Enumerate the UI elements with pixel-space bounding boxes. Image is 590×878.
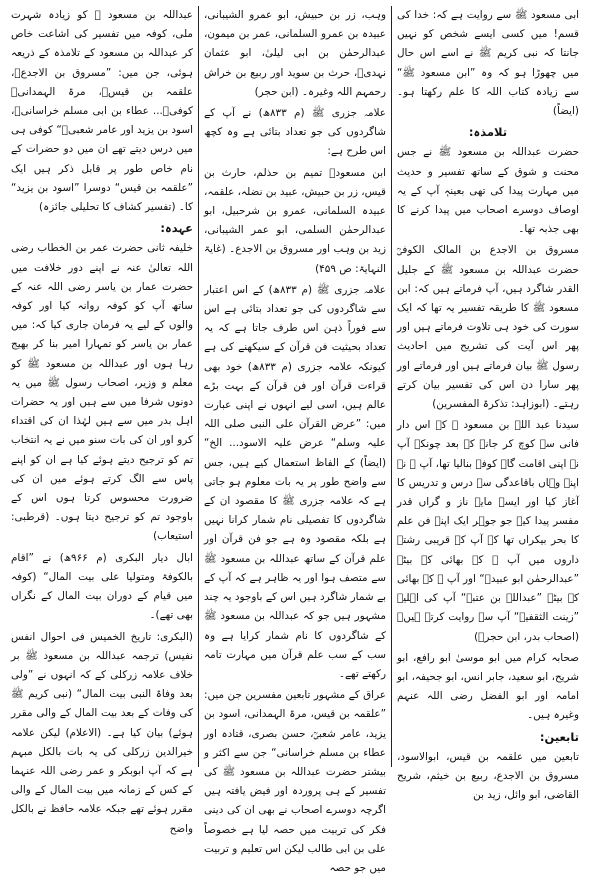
- column-left: [6, 6, 198, 835]
- paragraph: علامہ جزری ﷺ (م ۸۳۳ھ) نے آپ کے شاگردوں کی جو تعداد بتائی ہے وہ کچھ اس طرح ہے:: [204, 107, 386, 158]
- paragraph: (البکری: تاریخ الخمیس فی احوال انفس نفیس) ترجمہ عبداللہ بن مسعود ﷺ بر خلاف علامہ زرکلی کے کہ انہوں نے ”ولی بعد وفاۃ النبی بیت المال“ (نبی کریم ﷺ کی وفات کے بعد بیت المال کے والی مقرر ہوئے) بیان کیا ہے۔ (الاعلام) لیکن علامہ خیرالدین زرکلی کی یہ بات بالکل مبہم ہے کہ آپ ابوبکر و عمر رضی اللہ عنہما کے کس کے زمانہ میں بیت المال کے والی مقرر ہوئے تھے جبکہ علامہ حافظ نے بالکل واضح: [11, 630, 193, 835]
- section-heading-office: عہدہ:: [160, 221, 193, 236]
- paragraph: علامہ جزری ﷺ (م ۸۳۳ھ) کے اس اعتبار سے شاگردوں کی جو تعداد بتائی ہے اس سے فوراً ذہن اس طرف جاتا ہے کہ یہ تعداد بحیثیت فن قرآن کے سیکھنے کی ہے کیونکہ علامہ جزری (م ۸۳۳ھ) خود بھی قراءت قرآن اور فن قرآن کے بہت بڑے عالم ہیں، اسی لیے انہوں نے اپنی عبارت میں: ”عرض القرآن علی النبی صلی اللہ علیہ وسلم“ عرض علیہ الاسود... الخ“ (ایضاً) کے الفاظ استعمال کیے ہیں، جس سے واضح طور پر یہ بات معلوم ہو جاتی ہے کہ علامہ جزری ﷺ کا مقصود ان کے شاگردوں کا تفصیلی نام شمار کرانا نہیں ہے بلکہ مقصود وہ ہے جو فن قرآن اور علم قرآن کے ساتھ عبداللہ بن مسعود ﷺ سے متصف ہوا اور یہ ظاہر ہے کہ آپ کے بے شمار شاگرد ہیں اس کے باوجود یہ چند مشہور ہیں جو کہ عبداللہ بن مسعود ﷺ کے شاگردوں کا نام شمار کرایا ہے وہ سب کے سب علم قرآن میں مہارت تامہ رکھتے تھے۔: [204, 283, 386, 680]
- paragraph: مسروق بن الاجدع بن المالک الکوفیؒ حضرت عبداللہ بن مسعود ﷺ کے جلیل القدر شاگرد ہیں، آپ فرماتے ہیں کہ: ابن مسعود ﷺ کا طریقہ تفسیر یہ تھا کہ ایک سورت کی خود ہی تلاوت فرماتے ہیں اور پھر اس آیت کی تشریح میں احادیث رسول ﷺ بیان فرماتے ہیں اور فرماتے اور پھر سارا دن اس کی تفسیر بیان کرتے رہتے۔ (ابوزاہد: تذکرۃ المفسرین): [397, 244, 579, 411]
- paragraph: وہب، زر بن حبیش، ابو عمرو الشیبانی، عبیدہ بن عمرو السلمانی، عمر بن میمون، عبدالرحمٰن بن ابی لیلیٰ، ابو عثمان نہدیؒ، حرث بن سوید اور ربیع بن خراش رحمہم اللہ وغیرہ۔ (ابن حجر): [204, 9, 386, 98]
- paragraph: ابن مسعودؓ تمیم بن حذلم، حارث بن قیس، زر بن حبیش، عبید بن نضلہ، علقمہ، عبیدہ السلمانی، عمرو بن شرحبیل، ابو عبدالرحمٰن السلمی، ابو عمر الشیبانی، زید بن وہب اور مسروق بن الاجدع۔ (غایۃ النہایۃ: ص ۴۵۹): [204, 166, 386, 275]
- paragraph: حضرت عبداللہ بن مسعود ﷺ نے جس محنت و شوق کے ساتھ تفسیر و حدیث میں مہارت پیدا کی تھی بعینہٖ آپ کے یہ اوصاف دوسرے اصحاب میں پیدا کرنے کا بھی جذبہ تھا۔: [397, 146, 579, 236]
- paragraph: عراق کے مشہور تابعین مفسرین جن میں: ”علقمہ بن قیس، مرۃ الہمدانی، اسود بن یزید، عامر شعبیؒ، حسن بصری، قتادہ اور عطاء بن مسلم خراسانی“ جن سے اکثر و بیشتر حضرت عبداللہ بن مسعود ﷺ کی تفسیر کے ہی پروردہ اور فیض یافتہ ہیں اگرچہ دوسرے اصحاب نے بھی ان کی دینی فکر کی تربیت میں حصہ لیا ہے خصوصاً علی بن ابی طالب لیکن اس تعلیم و تربیت میں جو حصہ: [204, 689, 386, 874]
- paragraph: صحابہ کرام میں ابو موسیٰ ابو رافع، ابو شریح، ابو سعید، جابر انس، ابو جحیفہ، ابو امامہ اور ابو الفضل رضی اللہ عنہم وغیرہ ہیں۔: [397, 651, 579, 722]
- column-right: [392, 6, 584, 802]
- paragraph: خلیفہ ثانی حضرت عمر بن الخطاب رضی اللہ تعالیٰ عنہ نے اپنے دور خلافت میں حضرت عمار بن یاسر رضی اللہ عنہ کے ساتھ آپ کو کوفہ روانہ کیا اور کوفہ والوں کے لیے یہ فرمان جاری کیا کہ: میں عمار بن یاسر کو تمہارا امیر بنا کر بھیج رہا ہوں اور عبداللہ بن مسعود ﷺ کو معلم و وزیر، اصحاب رسول ﷺ میں یہ دونوں شرفا میں سے ہیں اور یہ حضرات اہل بدر میں سے ہیں لہٰذا ان کی اقتداء کرو اور ان کی بات سنو میں نے یہ انتخاب تم کو ترجیح دیتے ہوئے کیا ہے ان کو اپنے پاس سے الگ کرتے ہوئے میں ان کی ضرورت محسوس کرتا ہوں اس کے باوجود تم کو ترجیح دیتا ہوں۔ (قرطبی: استیعاب): [11, 242, 193, 543]
- paragraph: تابعین میں علقمہ بن قیس، ابوالاسود، مسروق بن الاجدع، ربیع بن خیثم، شریح القاضی، ابو وائل، زید بن: [397, 750, 579, 802]
- paragraph: ابال دیار البکری (م ۹۶۶ھ) نے ”اقام بالکوفۃ ومتولیا علی بیت المال“ (کوفہ میں قیام کے دوران بیت المال کے نگراں بھی تھے)۔: [11, 551, 193, 622]
- section-heading-tabieen: تابعین:: [539, 729, 579, 744]
- paragraph: ابی مسعود ﷺ سے روایت ہے کہ: خدا کی قسم! میں کسی ایسے شخص کو نہیں جانتا کہ نبی کریم ﷺ نے اسے اس حال میں چھوڑا ہو کہ وہ ”ابن مسعود ﷺ“ سے زیادہ کتاب اللہ کا علم رکھتا ہو۔ (ایضاً): [397, 9, 579, 118]
- column-middle: [198, 6, 392, 874]
- section-heading-students: تلامذہ:: [468, 125, 508, 140]
- paragraph: عبداللہ بن مسعود ﷺ کو زیادہ شہرت ملی، کوفہ میں تفسیر کی اشاعت خاص کر عبداللہ بن مسعود کے تلامذہ کے ذریعہ ہوئی، جن میں: ”مسروق بن الاجدعؒ، علقمہ بن قیسؒ، مرۃ الہمدانیؒ کوفیؒ... عطاء بن ابی مسلم خراسانیؒ، اسود بن یزید اور عامر شعبیؒ“ کوفی ہی میں درس دیتے تھے ان میں دو حضرات کے نام خاص طور پر قابل ذکر ہیں ایک ”علقمہ بن قیس“ دوسرا ”اسود بن یزید“ کا۔ (تفسیر کشاف کا تحلیلی جائزہ): [11, 9, 193, 214]
- paragraph: سیدنا عبد اللہ بن مسعود ﷺ کے اس دار فانی سے کوچ کر جانے کے بعد چونکہ آپ نے اپنی اقامت گاہ کوفہ بنالیا تھا، آپ ﷺ نے اپنے وہاں باقاعدگی سے درس و تدریس کا آغاز کیا اور ایسے مایہ ناز و گراں قدر مفسر پیدا کیے جو جوہر ایک اپنے فن علم کا بحر بیکراں تھا کہ آپ کے قریبی رشتہ داروں میں آپ ﷺ کے بھائی کے بیٹے ”عبدالرحمٰن ابو عبیدہ“ اور آپ ﷺ کے بھائی کے بیٹے ”عبداللہ بن عتبہ“ آپ کی اہلیہ ”زینت الثقفیہ“ آپ سے روایت کرتے ہیں۔ (اصحاب بدر، ابن حجرؒ): [397, 419, 579, 643]
